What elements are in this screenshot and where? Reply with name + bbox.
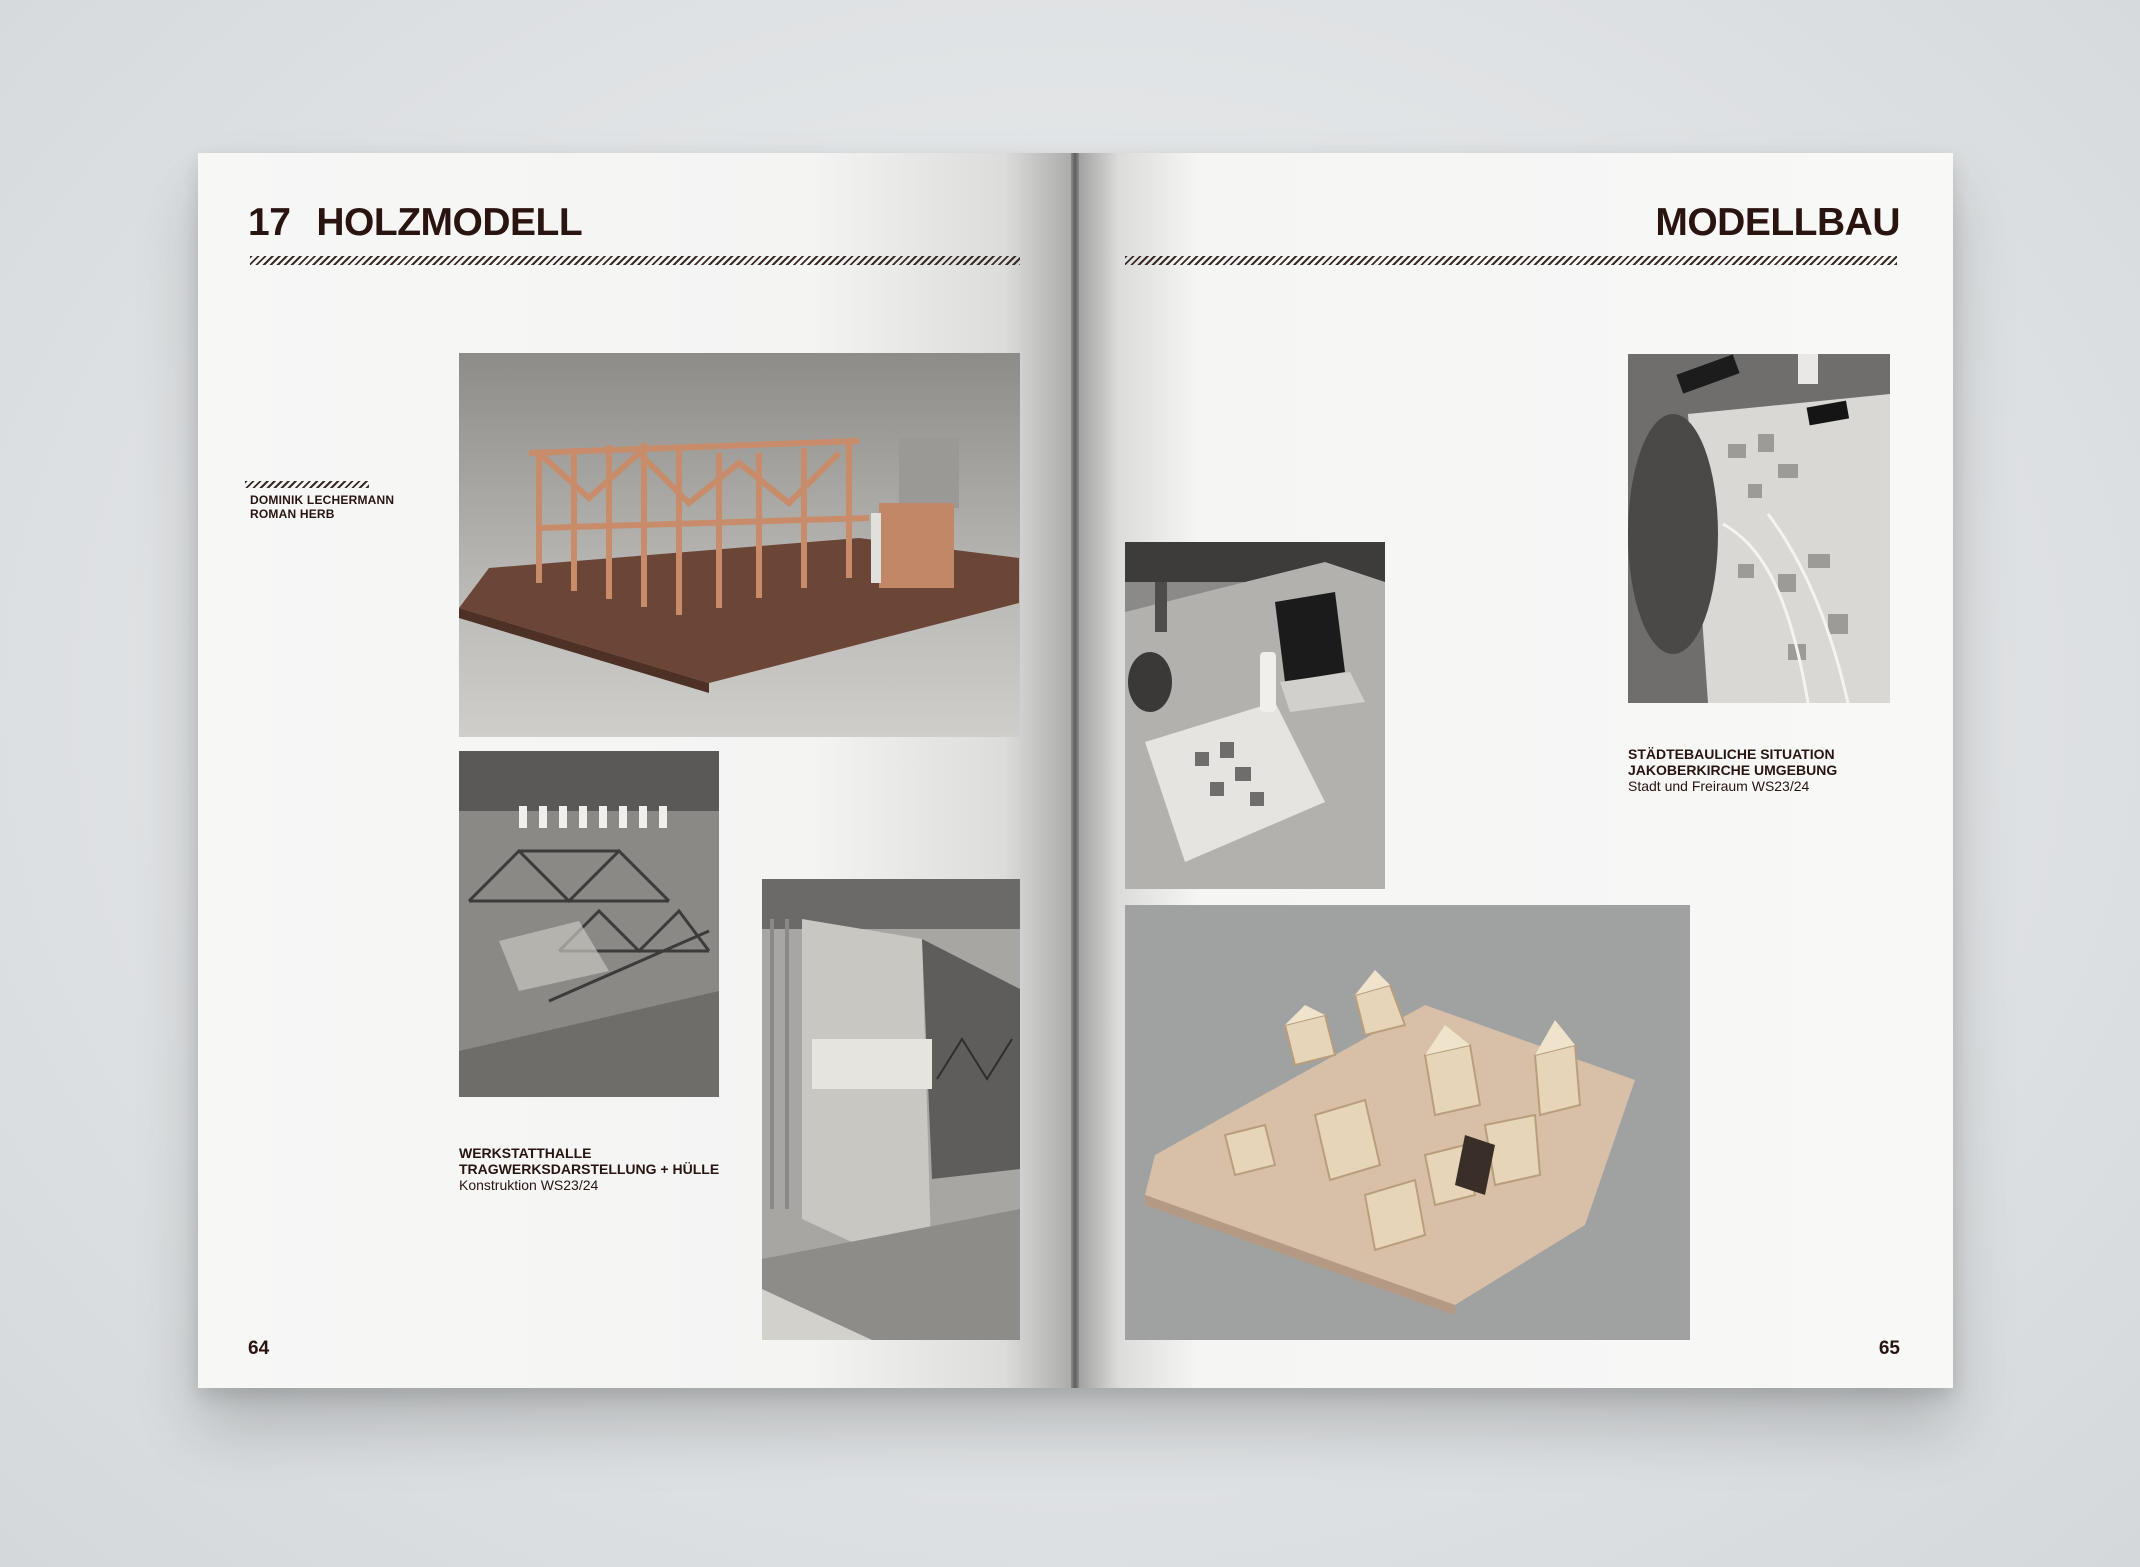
photo-workspace-laptop (1125, 542, 1385, 889)
caption-course: Konstruktion WS23/24 (459, 1177, 599, 1193)
photo-truss-model (459, 751, 719, 1097)
right-page (1075, 153, 1953, 1388)
photo-workshop-plan (1628, 354, 1890, 703)
caption-course: Stadt und Freiraum WS23/24 (1628, 778, 1810, 794)
credit-name: ROMAN HERB (250, 507, 335, 521)
wooden-block-model-image (1125, 905, 1690, 1340)
book-spread (198, 153, 1953, 1388)
caption-line: STÄDTEBAULICHE SITUATION (1628, 746, 1835, 762)
model-detail-image (762, 879, 1020, 1340)
caption-line: JAKOBERKIRCHE UMGEBUNG (1628, 762, 1838, 778)
photo-model-detail (762, 879, 1020, 1340)
photo-wooden-block-model (1125, 905, 1690, 1340)
credit-name: DOMINIK LECHERMANN (250, 493, 395, 507)
wood-frame-model-image (459, 353, 1020, 737)
header-rule (250, 256, 1020, 265)
credit-rule (245, 481, 369, 488)
caption-line: TRAGWERKSDARSTELLUNG + HÜLLE (459, 1161, 720, 1177)
right-page-title: MODELLBAU (1655, 201, 1900, 244)
caption-line: WERKSTATTHALLE (459, 1145, 592, 1161)
right-caption (1628, 746, 1837, 794)
photo-wood-frame-model (459, 353, 1020, 737)
left-caption (459, 1145, 719, 1193)
book-gutter (1071, 153, 1079, 1388)
left-page-title (248, 203, 582, 242)
chapter-title: HOLZMODELL (316, 201, 583, 244)
credits (250, 493, 394, 521)
truss-model-image (459, 751, 719, 1097)
header-rule (1125, 256, 1897, 265)
page-number-right: 65 (1878, 1338, 1900, 1359)
left-page (198, 153, 1075, 1388)
workshop-plan-image (1628, 354, 1890, 703)
page-number-left: 64 (248, 1338, 270, 1359)
chapter-number: 17 (248, 201, 291, 244)
workspace-laptop-image (1125, 542, 1385, 889)
